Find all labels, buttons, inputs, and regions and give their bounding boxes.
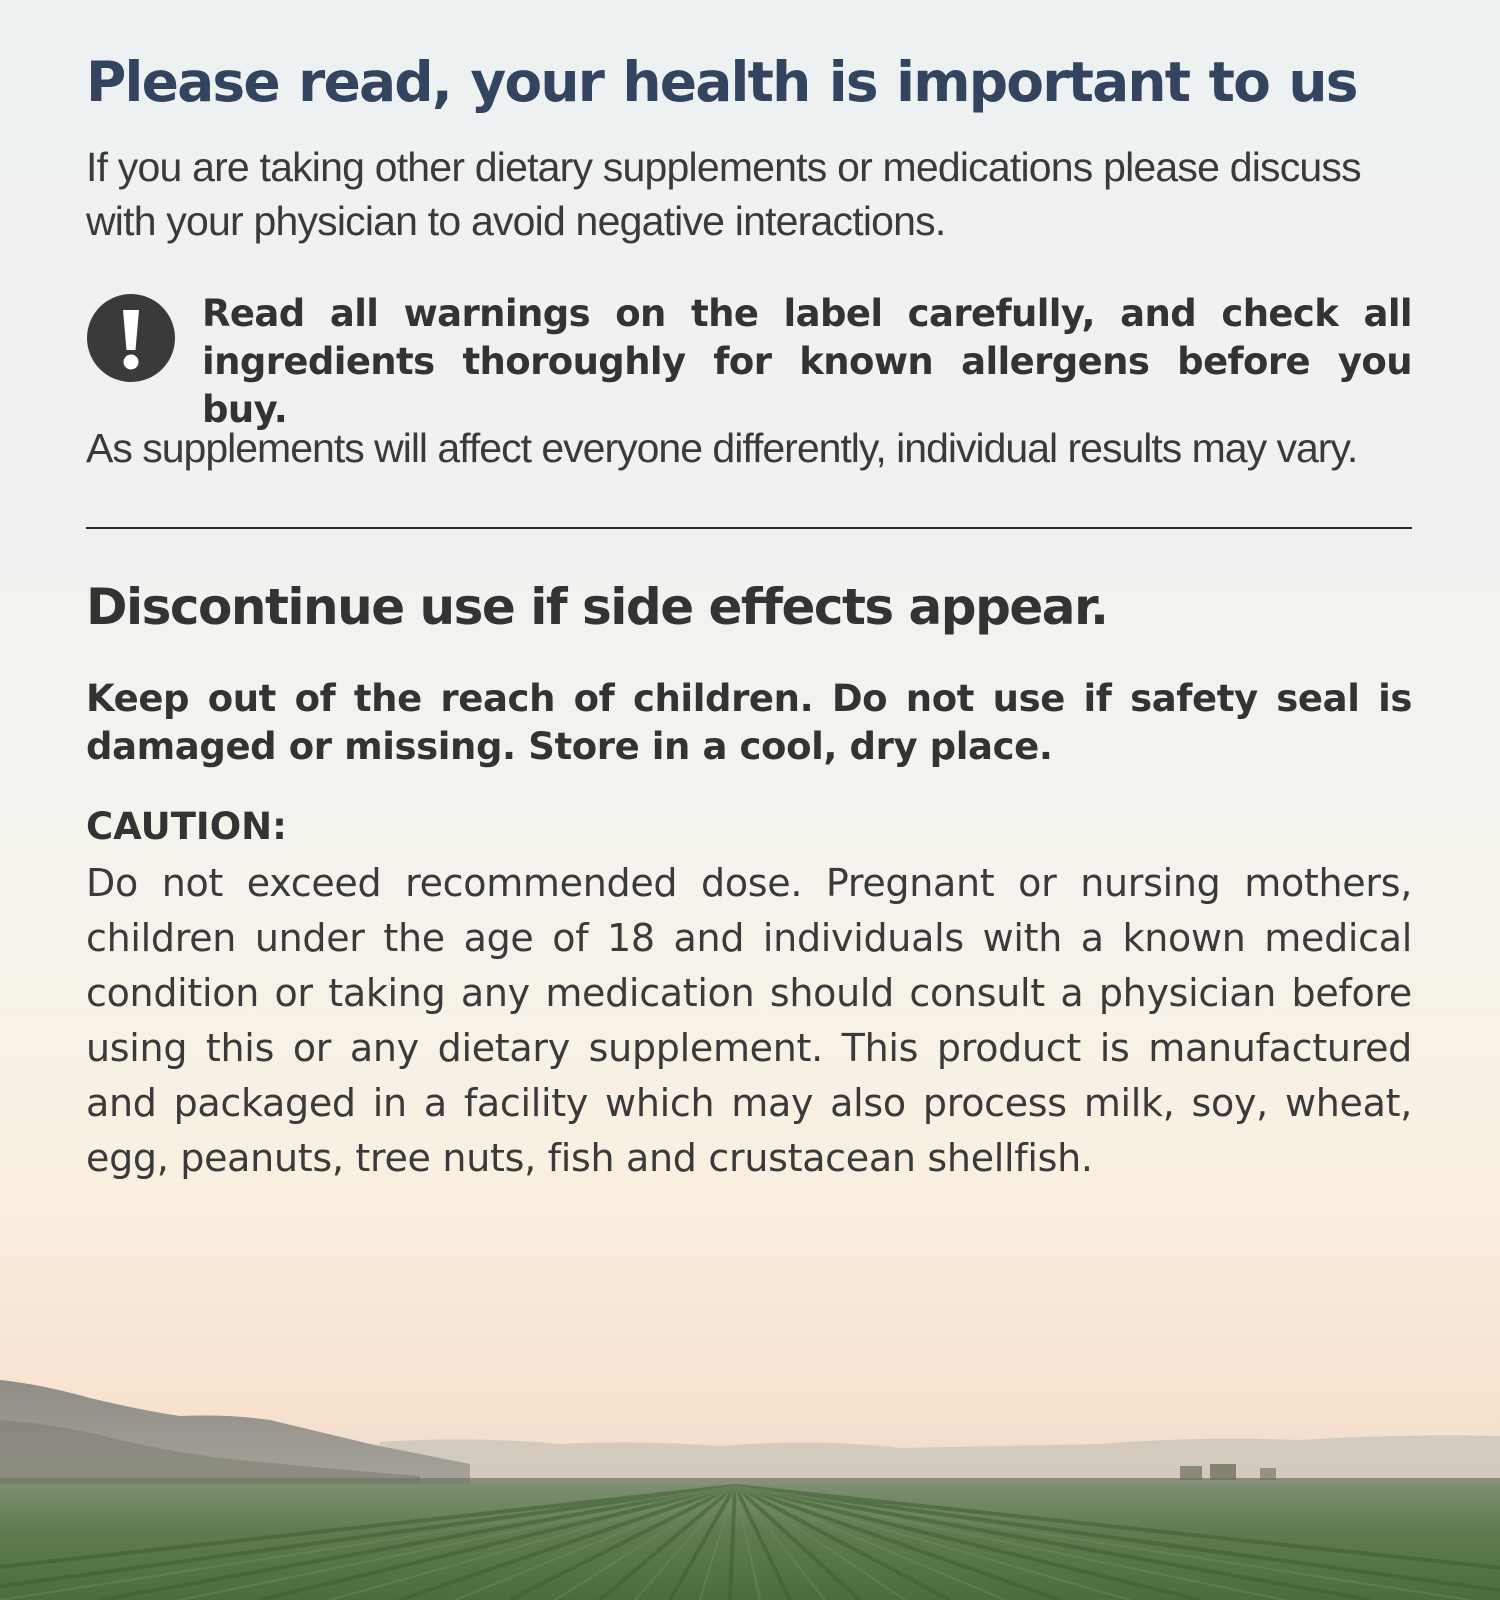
caution-heading: CAUTION: [86,805,287,848]
caution-paragraph: Do not exceed recommended dose. Pregnant or nursing mothers, children under the age of 18 and individuals with a known medical condition or taking any medication should consult a physician before using this or any dietary supplement. This product is manufactured and packaged in a facility which may also process milk, soy, wheat, egg, peanuts, tree nuts, fish and crustacean shellfish. [86,861,1412,1180]
results-vary-note: As supplements will affect everyone differently, individual results may vary. [86,425,1358,471]
storage-instructions: Keep out of the reach of children. Do not use if safety seal is damaged or missing. Store in a cool, dry place. [86,677,1412,768]
section-divider [86,527,1412,529]
exclamation-circle-icon [86,293,176,383]
intro-paragraph: If you are taking other dietary supplements or medications please discuss with your physician to avoid negative interactions. [86,144,1361,244]
page-title: Please read, your health is important to us [86,50,1357,114]
allergen-warning [86,290,1412,431]
allergen-warning-text: Read all warnings on the label carefully, and check all ingredients thoroughly for known allergens before you buy. [202,292,1412,431]
discontinue-heading: Discontinue use if side effects appear. [86,578,1108,636]
farm-field-landscape [0,1380,1500,1600]
